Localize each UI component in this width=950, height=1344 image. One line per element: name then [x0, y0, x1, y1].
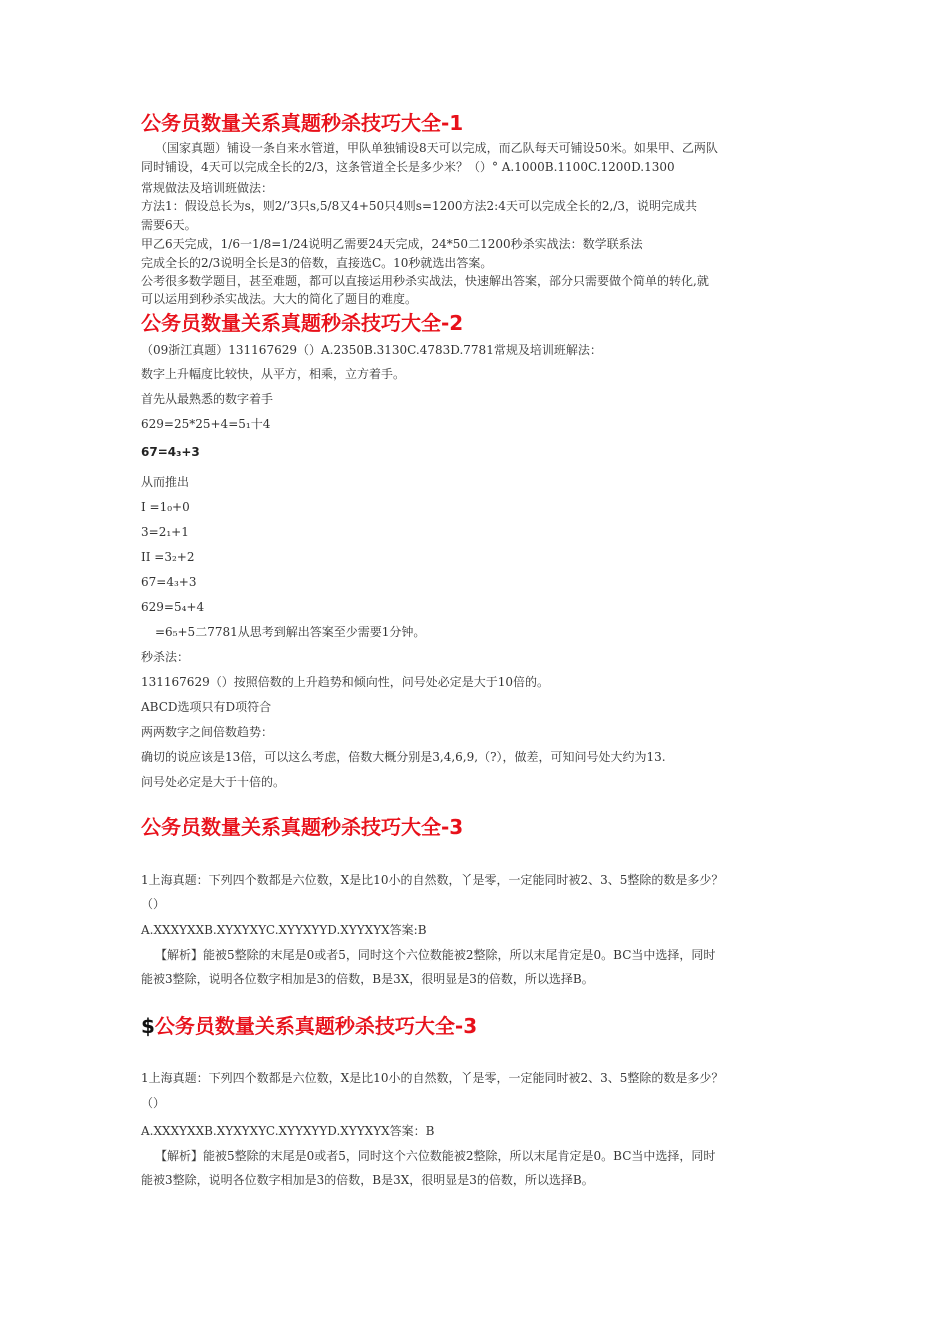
section-4-prefix: $: [141, 1014, 155, 1038]
s3-line-2: （）: [141, 897, 166, 911]
s2-line-2: 数字上升幅度比较快，从平方，相乘，立方着手。: [141, 367, 406, 381]
section-2-title: 公务员数量关系真题秒杀技巧大全-2: [141, 311, 464, 335]
s3-line-4: 【解析】能被5整除的末尾是0或者5，同时这个六位数能被2整除，所以末尾肯定是0。BC当中选择，同时: [155, 948, 716, 962]
s4-line-3: A.XXXYXXB.XYXYXYC.XYYXYYD.XYYXYX答案：B: [141, 1124, 435, 1138]
s1-line-5: 需要6天。: [141, 218, 197, 232]
s2-line-5: 67=4₃+3: [141, 445, 200, 459]
s2-line-15: ABCD选项只有D项符合: [141, 700, 272, 714]
s2-line-6: 从而推出: [141, 475, 190, 489]
s4-line-2: （）: [141, 1096, 166, 1110]
s2-line-17: 确切的说应该是13倍，可以这么考虑，倍数大概分别是3,4,6,9,（?），做差，可知问号处大约为13.: [141, 750, 666, 764]
s2-line-16: 两两数字之间倍数趋势：: [141, 725, 274, 739]
s2-line-11: 629=5₄+4: [141, 600, 205, 614]
s3-line-1: 1上海真题：下列四个数都是六位数，X是比10小的自然数，丫是零，一定能同时被2、3、5整除的数是多少？: [141, 873, 724, 887]
s2-line-9: II =3₂+2: [141, 550, 195, 564]
s2-line-4: 629=25*25+4=5₁十4: [141, 417, 271, 431]
section-1-title: 公务员数量关系真题秒杀技巧大全-1: [141, 111, 464, 135]
s1-line-4: 方法1：假设总长为s，则2/’3只s,5/8又4+50只4则s=1200方法2:4天可以完成全长的2,/3，说明完成共: [141, 199, 697, 213]
s2-line-13: 秒杀法：: [141, 650, 190, 664]
s2-line-3: 首先从最熟悉的数字着手: [141, 392, 274, 406]
section-4-title: [141, 1014, 477, 1038]
s4-line-5: 能被3整除，说明各位数字相加是3的倍数，B是3X，很明显是3的倍数，所以选择B。: [141, 1173, 594, 1187]
s1-line-9: 可以运用到秒杀实战法。大大的简化了题目的难度。: [141, 292, 418, 306]
section-3-title: 公务员数量关系真题秒杀技巧大全-3: [141, 815, 464, 839]
s1-line-2: 同时铺设，4天可以完成全长的2/3，这条管道全长是多少米？（）° A.1000B.1100C.1200D.1300: [141, 160, 675, 174]
s2-line-14: 131167629（）按照倍数的上升趋势和倾向性，问号处必定是大于10倍的。: [141, 675, 549, 689]
s2-line-7: I =1₀+0: [141, 500, 190, 514]
s3-line-3: A.XXXYXXB.XYXYXYC.XYYXYYD.XYYXYX答案:B: [141, 923, 427, 937]
s1-line-7: 完成全长的2/3说明全长是3的倍数，直接选C。10秒就选出答案。: [141, 256, 493, 270]
s2-line-1: （09浙江真题）131167629（）A.2350B.3130C.4783D.7781常规及培训班解法：: [141, 343, 602, 357]
s1-line-1: （国家真题）铺设一条自来水管道，甲队单独铺设8天可以完成，而乙队每天可铺设50米。如果甲、乙两队: [155, 141, 718, 155]
s2-line-10: 67=4₃+3: [141, 575, 197, 589]
s2-line-18: 问号处必定是大于十倍的。: [141, 775, 286, 789]
s4-line-4: 【解析】能被5整除的末尾是0或者5，同时这个六位数能被2整除，所以末尾肯定是0。BC当中选择，同时: [155, 1149, 716, 1163]
s1-line-3: 常规做法及培训班做法：: [141, 181, 274, 195]
s1-line-6: 甲乙6天完成，1/6一1/8=1/24说明乙需要24天完成，24*50二1200秒杀实战法：数学联系法: [141, 237, 643, 251]
s3-line-5: 能被3整除，说明各位数字相加是3的倍数，B是3X，很明显是3的倍数，所以选择B。: [141, 972, 594, 986]
s4-line-1: 1上海真题：下列四个数都是六位数，X是比10小的自然数，丫是零，一定能同时被2、3、5整除的数是多少？: [141, 1071, 724, 1085]
section-4-title-text: 公务员数量关系真题秒杀技巧大全-3: [154, 1014, 478, 1038]
s2-line-12: =6₅+5二7781从思考到解出答案至少需要1分钟。: [155, 625, 426, 639]
s2-line-8: 3=2₁+1: [141, 525, 189, 539]
s1-line-8: 公考很多数学题目，甚至难题，都可以直接运用秒杀实战法，快速解出答案，部分只需要做个简单的转化,就: [141, 274, 709, 288]
